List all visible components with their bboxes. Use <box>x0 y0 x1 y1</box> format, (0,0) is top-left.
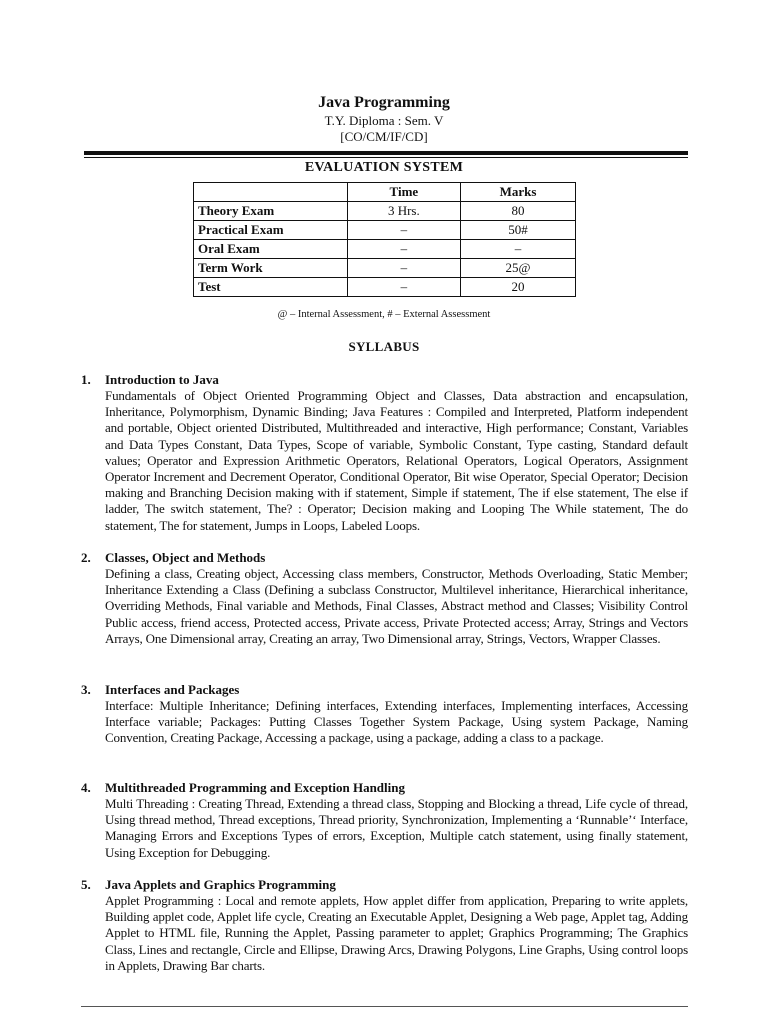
table-header-time: Time <box>347 183 460 202</box>
syllabus-heading: SYLLABUS <box>348 339 420 354</box>
table-row <box>194 240 576 259</box>
section-title: Multithreaded Programming and Exception Handling <box>105 780 405 795</box>
evaluation-heading: EVALUATION SYSTEM <box>304 160 464 175</box>
syllabus-section <box>81 877 688 974</box>
section-number: 5. <box>81 877 91 892</box>
table-row <box>194 278 576 297</box>
row-time: – <box>347 278 460 297</box>
table-row <box>194 259 576 278</box>
page-title: Java Programming <box>318 94 450 111</box>
section-title: Java Applets and Graphics Programming <box>105 877 336 892</box>
row-marks: 50# <box>461 221 576 240</box>
section-body: Interface: Multiple Inheritance; Defining interfaces, Extending interfaces, Implementing interfaces, Accessing Interface variable; Packages: Putting Classes Together System Package, Using system Package, Naming Convention, Creating Package, Accessing a package, using a package, adding a class to a package. <box>105 698 688 746</box>
row-time: – <box>347 240 460 259</box>
row-time: 3 Hrs. <box>347 202 460 221</box>
section-heading <box>81 372 688 388</box>
syllabus-section <box>81 550 688 647</box>
table-header-marks: Marks <box>461 183 576 202</box>
row-time: – <box>347 221 460 240</box>
branch-codes: [CO/CM/IF/CD] <box>340 129 428 144</box>
assessment-note: @ – Internal Assessment, # – External Assessment <box>277 309 491 320</box>
table-header-blank <box>194 183 348 202</box>
header-divider-thick <box>84 151 688 155</box>
section-body: Applet Programming : Local and remote applets, How applet differ from application, Preparing to write applets, Building applet code, Applet life cycle, Creating an Executable Applet, Designing a Web page, Applet tag, Adding Applet to HTML file, Running the Applet, Passing parameter to applet; Graphics Programming; The Graphics Class, Lines and rectangle, Circle and Ellipse, Drawing Arcs, Drawing Polygons, Line Graphs, Using control loops in Applets, Drawing Bar charts. <box>105 893 688 973</box>
section-number: 1. <box>81 372 91 387</box>
section-heading <box>81 550 688 566</box>
section-heading <box>81 682 688 698</box>
row-label: Practical Exam <box>194 221 348 240</box>
section-body: Fundamentals of Object Oriented Programming Object and Classes, Data abstraction and encapsulation, Inheritance, Polymorphism, Dynamic Binding; Java Features : Compiled and Interpreted, Platform independent and portable, Object oriented Distributed, Multithreaded and interactive, High performance; Constant, Variables and Data Types Constant, Data Types, Scope of variable, Symbolic Constant, Type casting, Standard default values; Operator and Expression Arithmetic Operators, Relational Operators, Logical Operators, Assignment Operator Increment and Decrement Operator, Conditional Operator, Bit wise Operator, Special Operator; Decision making and Branching Decision making with if statement, Simple if statement, The if else statement, The else if ladder, The switch statement, The? : Operator; Decision making and Looping The While statement, The do statement, The for statement, Jumps in Loops, Labeled Loops. <box>105 388 688 533</box>
footer-divider <box>81 1006 688 1007</box>
table-row <box>194 202 576 221</box>
syllabus-section <box>81 682 688 747</box>
header-divider-thin <box>84 157 688 158</box>
section-title: Interfaces and Packages <box>105 682 240 697</box>
row-label: Term Work <box>194 259 348 278</box>
section-body: Multi Threading : Creating Thread, Extending a thread class, Stopping and Blocking a thread, Life cycle of thread, Using thread method, Thread exceptions, Thread priority, Synchronization, Implementing a ‘Runnable’‘ Interface, Managing Errors and Exceptions Types of errors, Exception, Multiple catch statement, using finally statement, Using Exception for Debugging. <box>105 796 688 860</box>
course-subtitle: T.Y. Diploma : Sem. V <box>324 113 444 128</box>
row-label: Theory Exam <box>194 202 348 221</box>
syllabus-section <box>81 372 688 534</box>
row-time: – <box>347 259 460 278</box>
row-label: Test <box>194 278 348 297</box>
section-number: 2. <box>81 550 91 565</box>
section-heading <box>81 877 688 893</box>
row-marks: 25@ <box>461 259 576 278</box>
row-marks: 80 <box>461 202 576 221</box>
table-row <box>194 221 576 240</box>
section-title: Classes, Object and Methods <box>105 550 266 565</box>
row-marks: – <box>461 240 576 259</box>
evaluation-table <box>193 182 576 297</box>
table-header-row <box>194 183 576 202</box>
section-title: Introduction to Java <box>105 372 219 387</box>
section-number: 3. <box>81 682 91 697</box>
section-body: Defining a class, Creating object, Accessing class members, Constructor, Methods Overloading, Static Member; Inheritance Extending a Class (Defining a subclass Constructor, Multilevel inheritance, Hierarchical inheritance, Overriding Methods, Final variable and Methods, Final Classes, Abstract method and Classes; Visibility Control Public access, friend access, Protected access, Private access, Private Protected access; Array, Strings and Vectors Arrays, One Dimensional array, Creating an array, Two Dimensional array, Strings, Vectors, Wrapper Classes. <box>105 566 688 646</box>
section-number: 4. <box>81 780 91 795</box>
row-marks: 20 <box>461 278 576 297</box>
syllabus-section <box>81 780 688 861</box>
row-label: Oral Exam <box>194 240 348 259</box>
section-heading <box>81 780 688 796</box>
